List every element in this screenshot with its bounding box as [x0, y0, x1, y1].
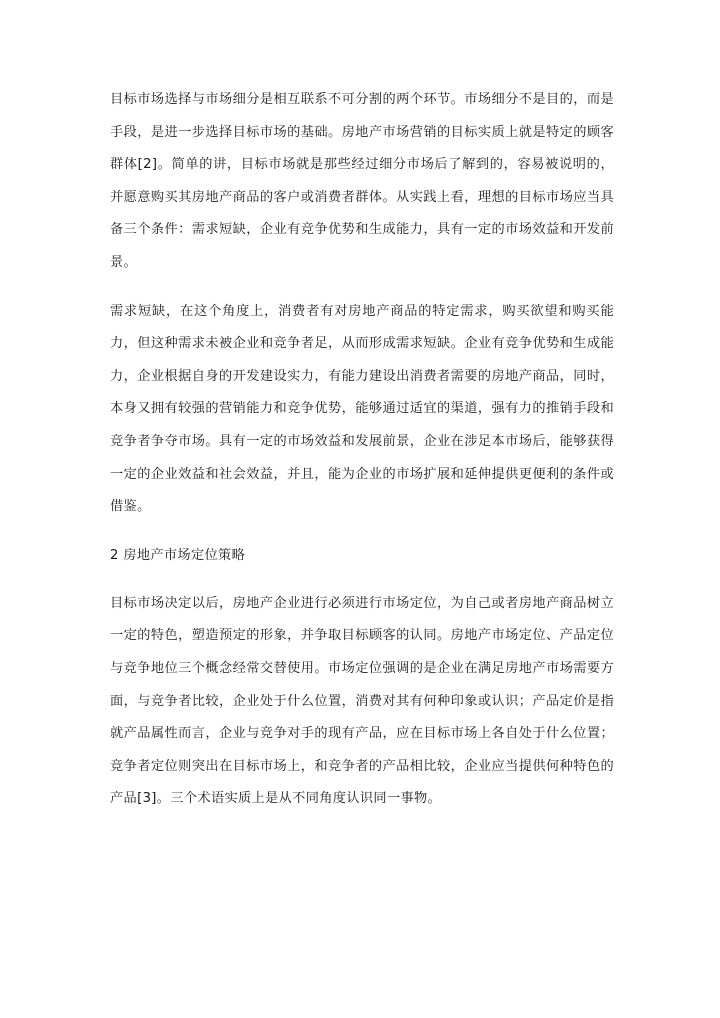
section-heading: 2 房地产市场定位策略: [110, 547, 246, 563]
body-paragraph-2: 需求短缺，在这个角度上，消费者有对房地产商品的特定需求，购买欲望和购买能力，但这种需求未被企业和竞争者足，从而形成需求短缺。企业有竞争优势和生成能力，企业根据自身的开发建设实力，有能力建设出消费者需要的房地产商品，同时，本身又拥有较强的营销能力和竞争优势，能够通过适宜的渠道，强有力的推销手段和竞争者争夺市场。具有一定的市场效益和发展前景，企业在涉足本市场后，能够获得一定的企业效益和社会效益，并且，能为企业的市场扩展和延伸提供更便利的条件或借鉴。: [110, 303, 614, 515]
body-paragraph-3: 目标市场决定以后，房地产企业进行必须进行市场定位，为自己或者房地产商品树立一定的特色，塑造预定的形象，并争取目标顾客的认同。房地产市场定位、产品定位与竞争地位三个概念经常交替使用。市场定位强调的是企业在满足房地产市场需要方面，与竞争者比较，企业处于什么位置，消费对其有何种印象或认识；产品定价是指就产品属性而言，企业与竞争对手的现有产品，应在目标市场上各自处于什么位置；竞争者定位则突出在目标市场上，和竞争者的产品相比较，企业应当提供何种特色的产品[3]。三个术语实质上是从不同角度认识同一事物。: [110, 595, 614, 807]
body-paragraph-1: 目标市场选择与市场细分是相互联系不可分割的两个环节。市场细分不是目的，而是手段，是进一步选择目标市场的基础。房地产市场营销的目标实质上就是特定的顾客群体[2]。简单的讲，目标市场就是那些经过细分市场后了解到的，容易被说明的，并愿意购买其房地产商品的客户或消费者群体。从实践上看，理想的目标市场应当具备三个条件：需求短缺，企业有竞争优势和生成能力，具有一定的市场效益和开发前景。: [110, 92, 614, 270]
document-page: [110, 84, 614, 832]
